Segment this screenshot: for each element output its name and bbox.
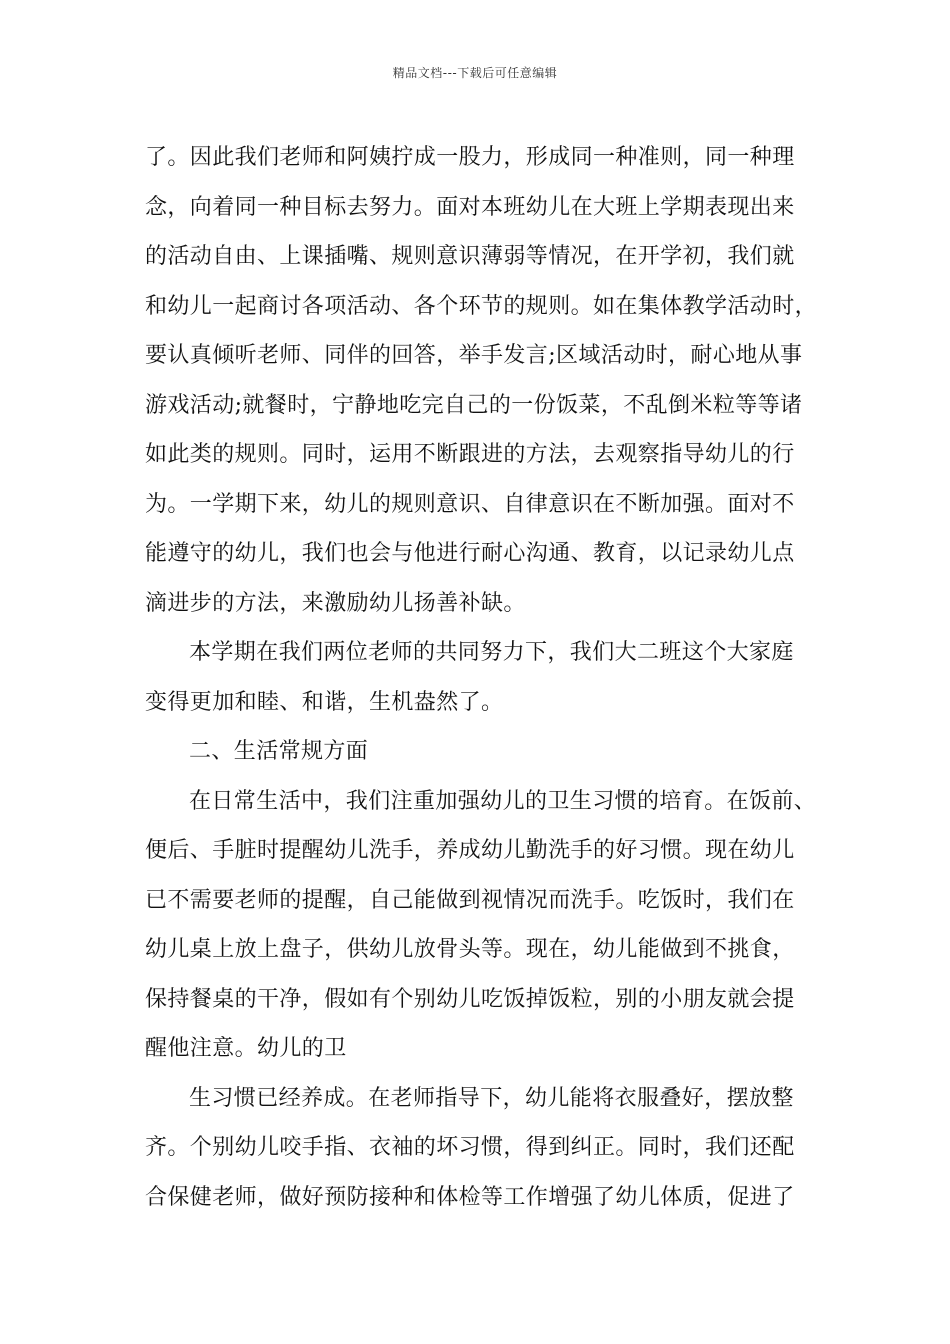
text-line: 本学期在我们两位老师的共同努力下，我们大二班这个大家庭 [189, 640, 794, 665]
text-line: 如此类的规则。同时，运用不断跟进的方法，去观察指导幼儿的行 [145, 442, 795, 467]
text-line: 幼儿桌上放上盘子，供幼儿放骨头等。现在，幼儿能做到不挑食， [145, 937, 795, 962]
text-line: 合保健老师，做好预防接种和体检等工作增强了幼儿体质，促进了 [145, 1184, 795, 1210]
text-line: 生习惯已经养成。在老师指导下，幼儿能将衣服叠好，摆放整 [189, 1085, 794, 1111]
text-line: 要认真倾听老师、同伴的回答，举手发言;区域活动时，耐心地从事 [145, 343, 803, 368]
text-line: 变得更加和睦、和谐，生机盎然了。 [145, 689, 504, 715]
text-line: 了。因此我们老师和阿姨拧成一股力，形成同一种准则，同一种理 [145, 145, 795, 170]
text-line: 齐。个别幼儿咬手指、衣袖的坏习惯，得到纠正。同时，我们还配 [145, 1135, 795, 1160]
text-line: 二、生活常规方面 [189, 739, 369, 764]
page-header: 精品文档---下载后可任意编辑 [392, 66, 558, 80]
text-line: 醒他注意。幼儿的卫 [145, 1036, 347, 1061]
body-text [145, 133, 818, 1222]
text-line: 能遵守的幼儿，我们也会与他进行耐心沟通、教育，以记录幼儿点 [145, 541, 795, 566]
text-line: 的活动自由、上课插嘴、规则意识薄弱等情况，在开学初，我们就 [145, 244, 795, 269]
text-line: 在日常生活中，我们注重加强幼儿的卫生习惯的培育。在饭前、 [189, 788, 817, 814]
text-line: 念，向着同一种目标去努力。面对本班幼儿在大班上学期表现出来 [145, 194, 795, 220]
text-line: 为。一学期下来，幼儿的规则意识、自律意识在不断加强。面对不 [145, 491, 795, 517]
text-line: 保持餐桌的干净，假如有个别幼儿吃饭掉饭粒，别的小朋友就会提 [145, 986, 795, 1012]
text-line: 和幼儿一起商讨各项活动、各个环节的规则。如在集体教学活动时， [145, 293, 818, 319]
text-line: 便后、手脏时提醒幼儿洗手，养成幼儿勤洗手的好习惯。现在幼儿 [145, 838, 795, 863]
text-line: 滴进步的方法，来激励幼儿扬善补缺。 [145, 590, 526, 616]
text-line: 已不需要老师的提醒，自己能做到视情况而洗手。吃饭时，我们在 [145, 887, 795, 913]
text-line: 游戏活动;就餐时，宁静地吃完自己的一份饭菜，不乱倒米粒等等诸 [145, 392, 803, 418]
